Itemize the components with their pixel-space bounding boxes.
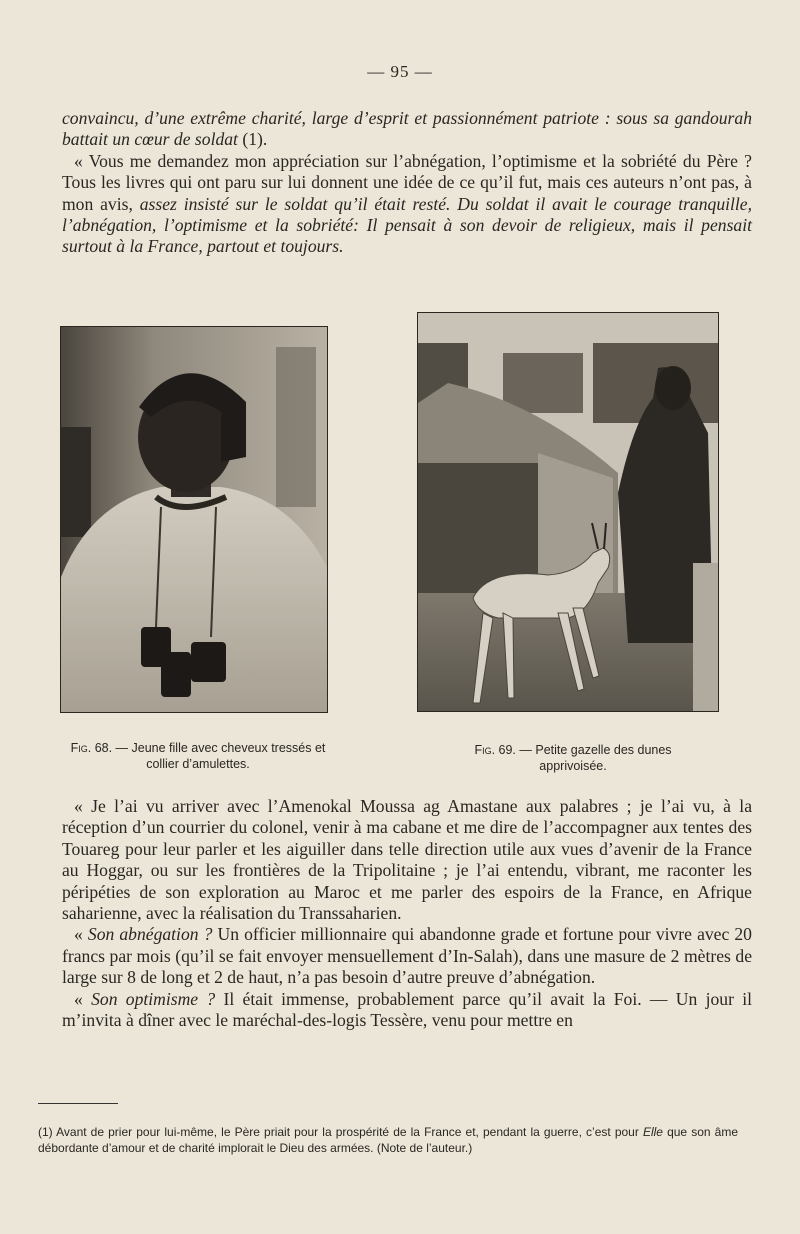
footnote-prefix: (1) Avant de prier pour lui-même, le Père priait pour la prospérité de la France et, pendant la guerre, c’est pour [38, 1125, 643, 1139]
paragraph-arrival: « Je l’ai vu arriver avec l’Amenokal Moussa ag Amastane aux palabres ; je l’ai vu, à la réception d’un courrier du colonel, venir à ma cabane et me dire de l’accompagner aux tentes des Touareg pour leur parler et les aiguiller dans telle direction utile aux vues d’avenir de la France au Hoggar, ou sur les frontières de la Tripolitaine ; je l’ai entendu, vibrant, me raconter les péripéties de son exploration au Maroc et me parler des espoirs de la France, en Afrique saharienne, avec la réalisation du Transsaharien. [62, 796, 752, 924]
figure-69-caption-text: — Petite gazelle des dunes apprivoisée. [515, 743, 672, 773]
figure-69-label: Fig. 69. [474, 743, 516, 757]
top-paragraph [62, 108, 752, 258]
footnote-suffix: que son âme débordante d’amour et de charité implorait le Dieu des armées. (Note de l’auteur.) [38, 1125, 738, 1155]
figure-68-caption [62, 740, 334, 772]
optimism-heading: Son optimisme ? [91, 988, 216, 1009]
paragraph-abnegation [62, 924, 752, 988]
footnote-reference: (1). [237, 129, 268, 150]
optimism-text: Il était immense, probablement parce qu’il avait la Foi. — Un jour il m’invita à dîner avec le maréchal-des-logis Tessère, venu pour mettre en [62, 988, 752, 1031]
abnegation-heading: Son abnégation ? [87, 924, 213, 945]
quote-text: « Vous me demandez mon appréciation sur l’abnégation, l’optimisme et la sobriété du Père ? Tous les livres qui ont paru sur lui donnent une idée de ce qu’il fut, mais ces auteurs n’ont pas, à mon avis, [62, 150, 752, 214]
quote-paragraph [62, 151, 752, 258]
figure-68-caption-text: — Jeune fille avec cheveux tressés et collier d’amulettes. [112, 741, 326, 771]
optimism-open: « [74, 988, 92, 1009]
opening-italic: convaincu, d’une extrême charité, large d’esprit et passionnément patriote : sous sa gandourah battait un cœur de soldat [62, 108, 752, 150]
footnote-divider [38, 1103, 118, 1104]
page-number: — 95 — [367, 62, 433, 81]
gazelle-image [418, 313, 718, 711]
figure-68-label: Fig. 68. [70, 741, 113, 755]
abnegation-open: « [74, 924, 88, 945]
paragraph-optimism [62, 989, 752, 1032]
figure-69-caption [448, 742, 698, 774]
opening-line [62, 108, 752, 151]
figure-68-photo [60, 326, 328, 713]
footnote [38, 1124, 738, 1156]
portrait-image [61, 327, 327, 712]
bottom-paragraphs [62, 796, 752, 1031]
figure-69-photo [417, 312, 719, 712]
abnegation-text: Un officier millionnaire qui abandonne grade et fortune pour vivre avec 20 francs par mois (qu’il se fait envoyer mensuellement d’In-Salah), dans une masure de 2 mètres de large sur 8 de long et 2 de haut, n’a pas besoin d’autre preuve d’abnégation. [62, 924, 752, 988]
footnote-italic: Elle [642, 1125, 663, 1139]
quote-italic: assez insisté sur le soldat qu’il était resté. Du soldat il avait le courage tranquille, l’abnégation, l’optimisme et la sobriété: Il pensait à son devoir de religieux, mais il pensait surtout à la France, partout et toujours. [62, 193, 752, 257]
